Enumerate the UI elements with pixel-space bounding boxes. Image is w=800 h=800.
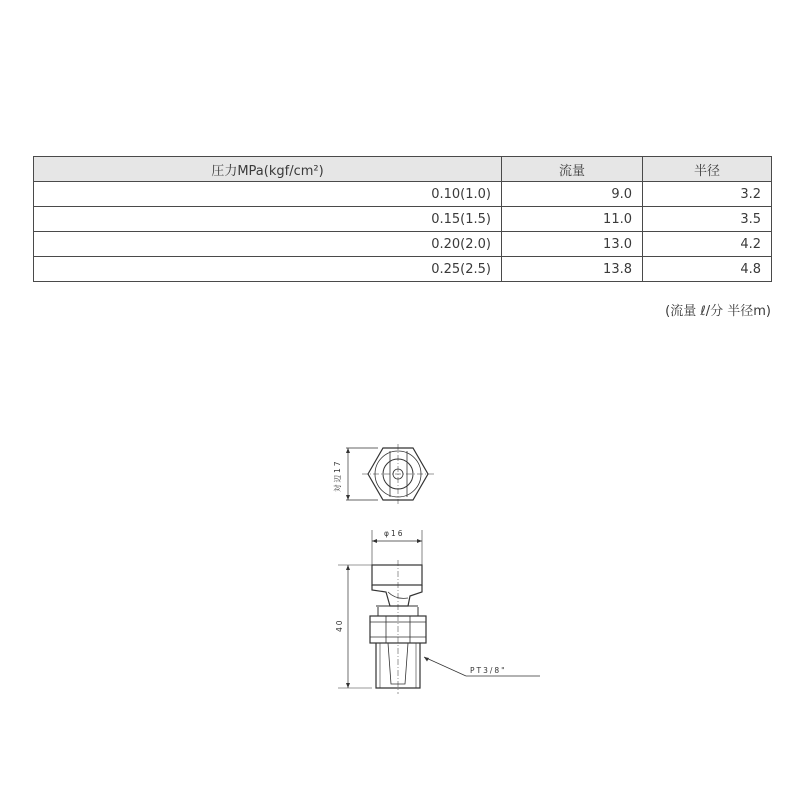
cell-pressure: 0.10(1.0): [34, 182, 502, 207]
height-label: 40: [335, 618, 344, 632]
hex-size-label: 対辺17: [333, 459, 342, 492]
table-row: [34, 182, 772, 207]
cell-pressure: 0.20(2.0): [34, 232, 502, 257]
cell-flow: 13.8: [502, 257, 643, 282]
nozzle-side-view: [335, 529, 540, 694]
header-radius: 半径: [643, 157, 772, 182]
table-header-row: [34, 157, 772, 182]
spec-table: [33, 156, 772, 282]
cell-radius: 4.8: [643, 257, 772, 282]
table-row: [34, 207, 772, 232]
nozzle-top-view: [332, 444, 434, 504]
cell-flow: 13.0: [502, 232, 643, 257]
cell-flow: 9.0: [502, 182, 643, 207]
cell-radius: 4.2: [643, 232, 772, 257]
cell-pressure: 0.15(1.5): [34, 207, 502, 232]
unit-note: (流量 ℓ/分 半径m): [665, 304, 771, 319]
header-flow: 流量: [502, 157, 643, 182]
cell-pressure: 0.25(2.5): [34, 257, 502, 282]
cell-flow: 11.0: [502, 207, 643, 232]
table-row: [34, 232, 772, 257]
cell-radius: 3.5: [643, 207, 772, 232]
header-pressure: 圧力MPa(kgf/cm²): [34, 157, 502, 182]
table-row: [34, 257, 772, 282]
cell-radius: 3.2: [643, 182, 772, 207]
thread-spec-label: PT3/8": [470, 666, 507, 675]
diameter-label: φ16: [384, 529, 405, 538]
